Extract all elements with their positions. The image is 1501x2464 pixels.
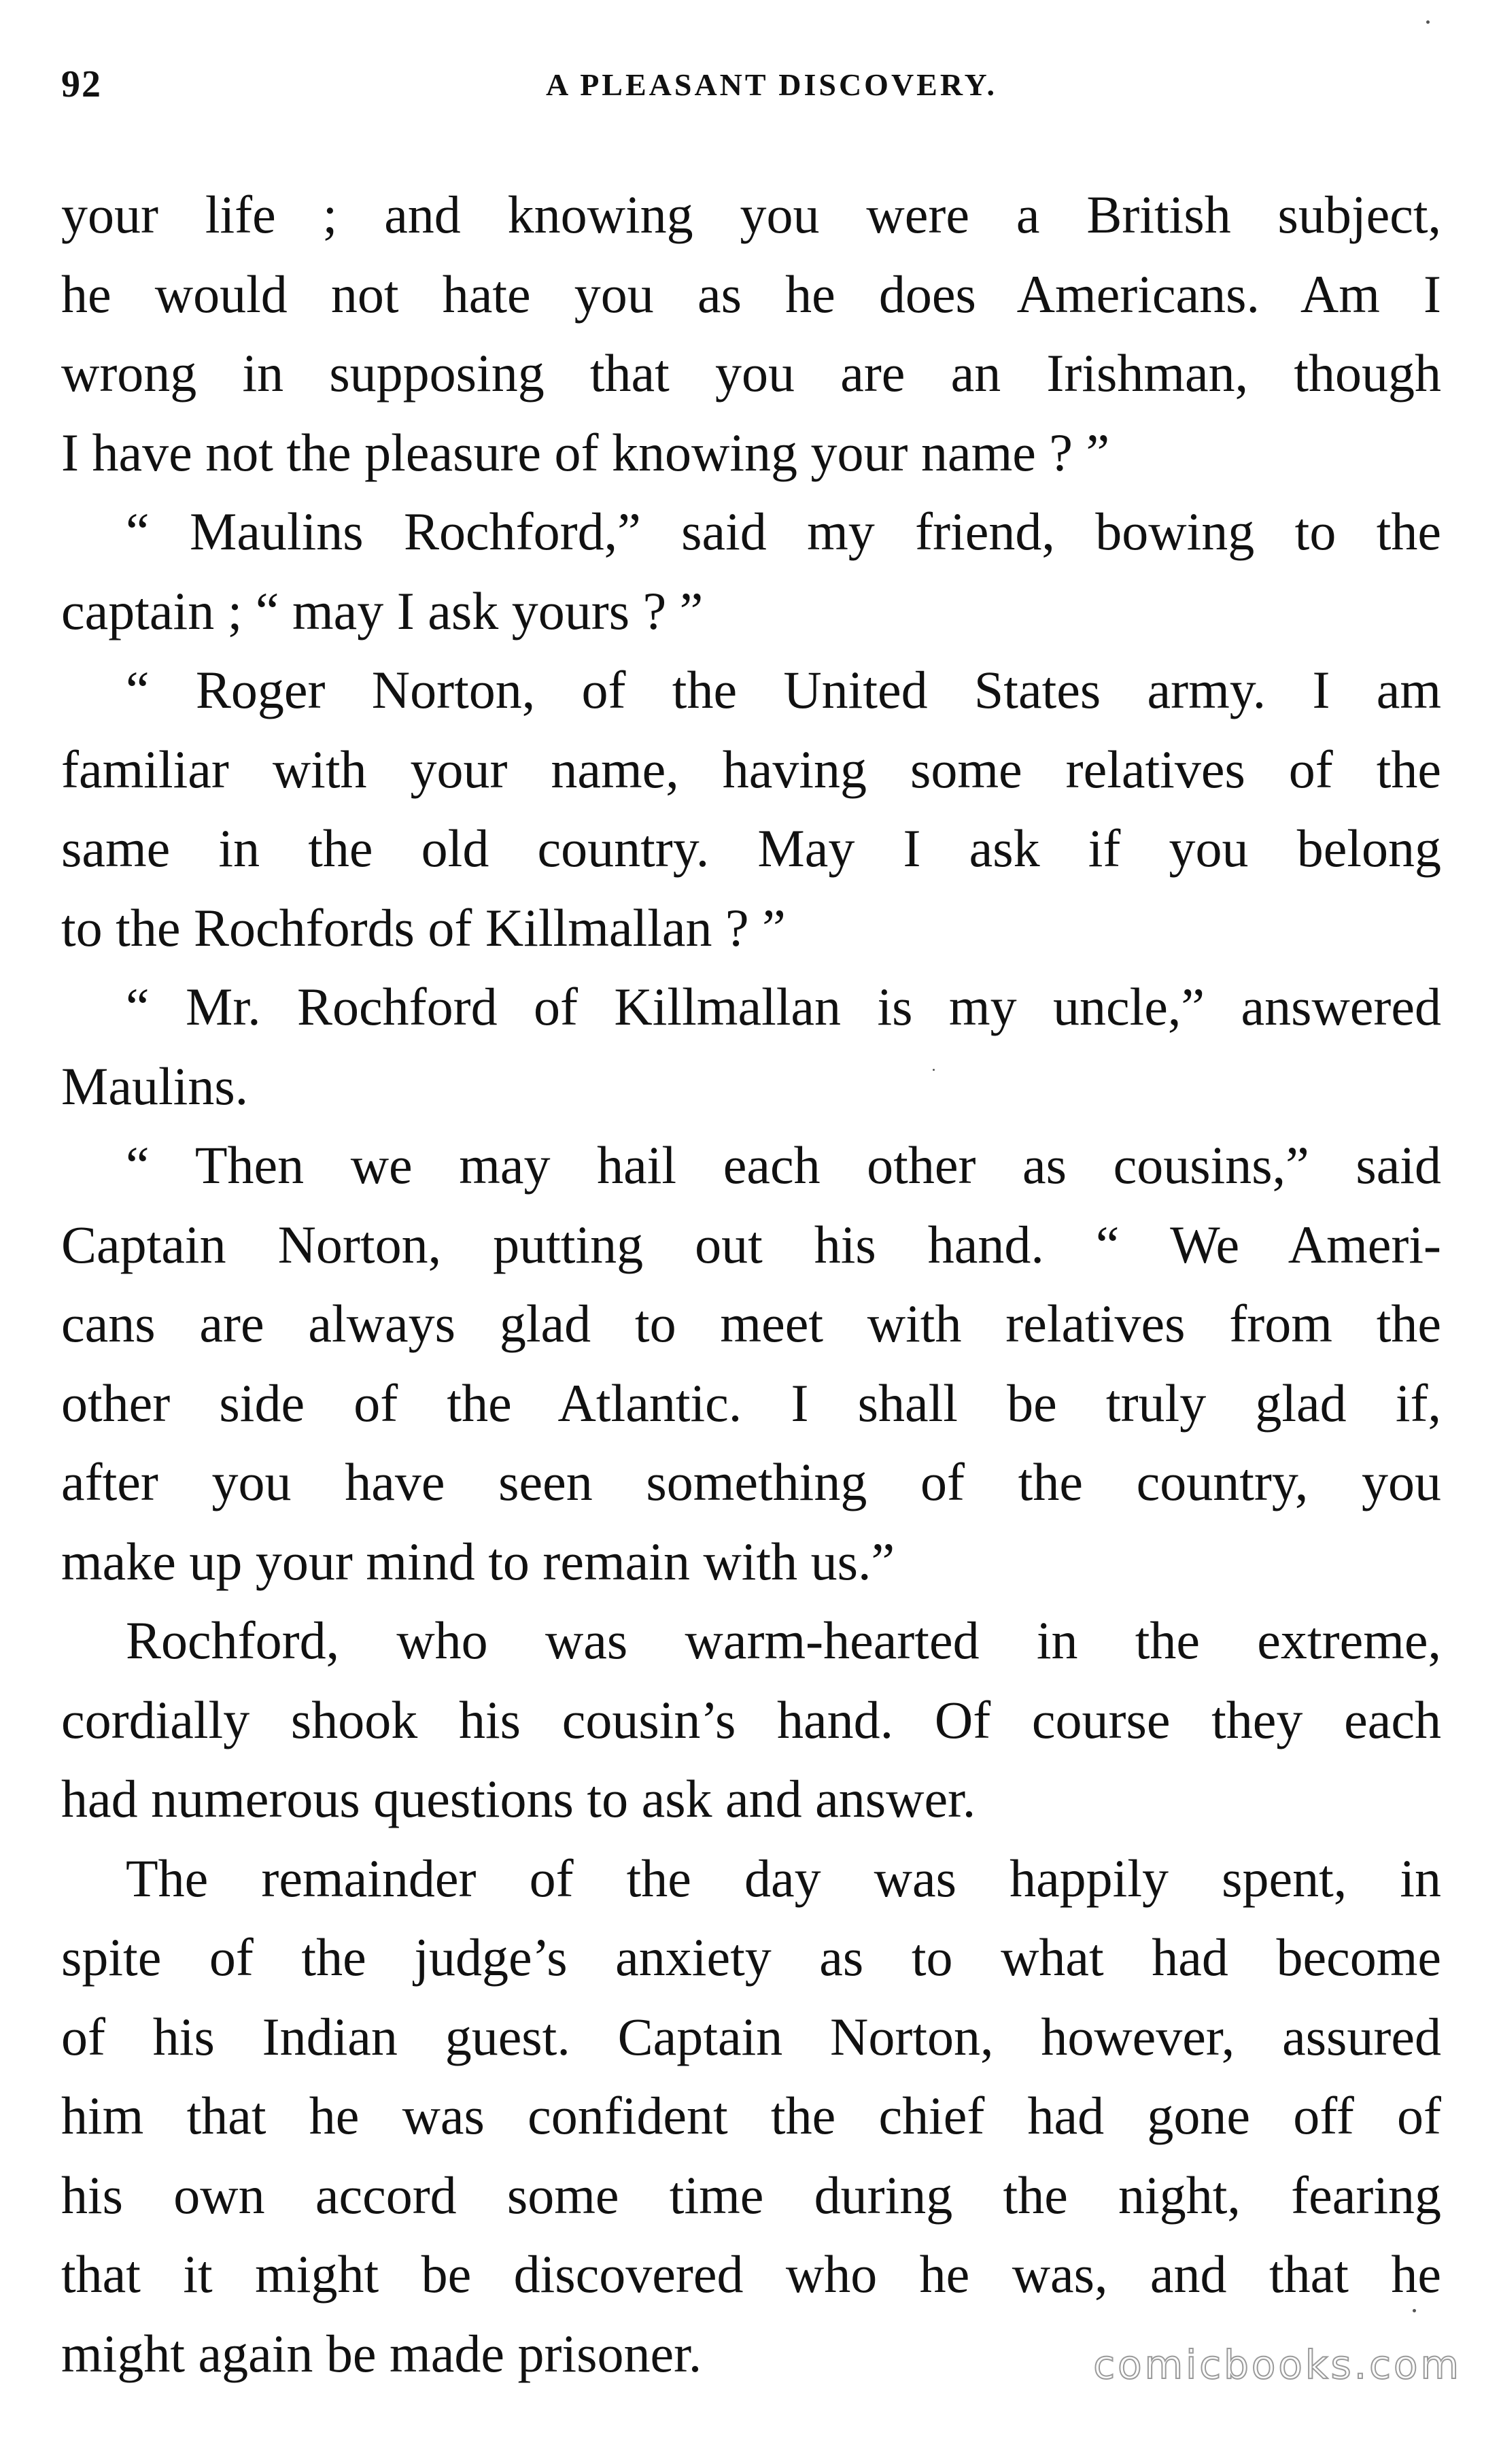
text-line: of his Indian guest. Captain Norton, however, assured <box>61 2006 1441 2066</box>
text-line: “ Maulins Rochford,” said my friend, bowing to the <box>126 502 1441 561</box>
print-speck <box>1413 2309 1416 2312</box>
watermark: comicbooks.com <box>1093 2342 1462 2388</box>
text-line: to the Rochfords of Killmallan ? ” <box>61 897 786 957</box>
text-line: cans are always glad to meet with relatives from the <box>61 1294 1441 1353</box>
text-line: might again be made prisoner. <box>61 2323 702 2383</box>
running-head: A PLEASANT DISCOVERY. <box>546 67 997 102</box>
text-line: after you have seen something of the country, you <box>61 1452 1441 1511</box>
text-line: him that he was confident the chief had gone off of <box>61 2086 1441 2145</box>
print-speck <box>1426 20 1430 24</box>
text-line: that it might be discovered who he was, and that he <box>61 2244 1441 2304</box>
text-line: “ Then we may hail each other as cousins,” said <box>126 1135 1441 1195</box>
text-line: make up your mind to remain with us.” <box>61 1531 895 1591</box>
text-line: Captain Norton, putting out his hand. “ We Ameri- <box>61 1214 1441 1274</box>
text-line: Maulins. <box>61 1056 249 1116</box>
text-line: same in the old country. May I ask if you belong <box>61 819 1441 878</box>
text-line: “ Mr. Rochford of Killmallan is my uncle,” answered <box>126 977 1441 1036</box>
text-line: wrong in supposing that you are an Irishman, though <box>61 343 1441 403</box>
text-line: he would not hate you as he does Americans. Am I <box>61 264 1441 324</box>
text-line: cordially shook his cousin’s hand. Of course they each <box>61 1690 1441 1749</box>
text-line: your life ; and knowing you were a British subject, <box>61 185 1441 244</box>
text-line: “ Roger Norton, of the United States army. I am <box>126 660 1441 719</box>
text-line: had numerous questions to ask and answer. <box>61 1769 976 1828</box>
text-line: Rochford, who was warm-hearted in the extreme, <box>126 1611 1441 1670</box>
text-line: familiar with your name, having some relatives of the <box>61 739 1441 799</box>
text-line: captain ; “ may I ask yours ? ” <box>61 581 704 640</box>
text-line: spite of the judge’s anxiety as to what had become <box>61 1928 1441 1987</box>
print-speck <box>933 1069 935 1071</box>
page-header <box>61 63 1441 124</box>
page-number: 92 <box>61 63 102 105</box>
text-line: The remainder of the day was happily spent, in <box>126 1848 1441 1908</box>
text-line: his own accord some time during the night, fearing <box>61 2165 1441 2225</box>
text-line: other side of the Atlantic. I shall be truly glad if, <box>61 1373 1441 1433</box>
text-line: I have not the pleasure of knowing your name ? ” <box>61 422 1110 482</box>
body-text <box>61 175 1441 2393</box>
